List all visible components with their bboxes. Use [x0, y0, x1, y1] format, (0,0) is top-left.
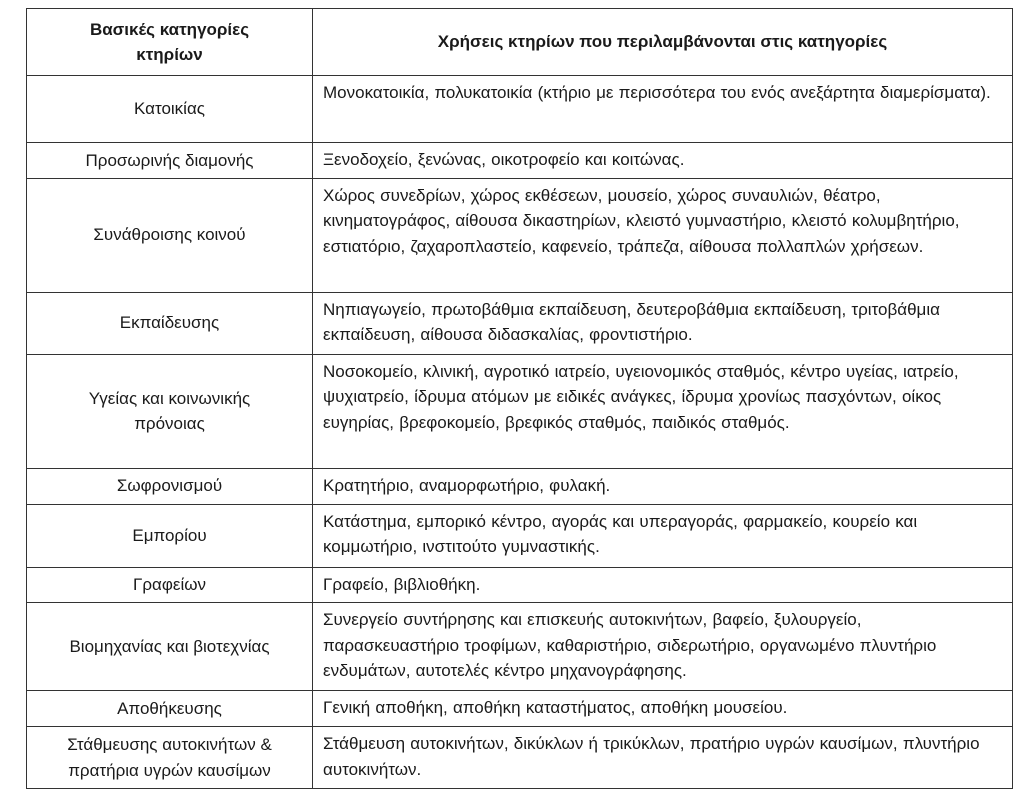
uses-cell: Κρατητήριο, αναμορφωτήριο, φυλακή.: [313, 468, 1013, 504]
uses-cell: Γραφείο, βιβλιοθήκη.: [313, 567, 1013, 603]
uses-cell: Ξενοδοχείο, ξενώνας, οικοτροφείο και κοιτώνας.: [313, 143, 1013, 179]
table-header-row: [27, 9, 1013, 76]
uses-cell: Στάθμευση αυτοκινήτων, δικύκλων ή τρικύκλων, πρατήριο υγρών καυσίμων, πλυντήριο αυτοκινήτων.: [313, 727, 1013, 789]
table-row: [27, 178, 1013, 292]
table-row: [27, 691, 1013, 727]
building-categories-table: [26, 8, 1013, 789]
table-row: [27, 567, 1013, 603]
category-cell: Υγείας και κοινωνικής πρόνοιας: [27, 354, 313, 468]
category-cell: Προσωρινής διαμονής: [27, 143, 313, 179]
category-cell: Αποθήκευσης: [27, 691, 313, 727]
category-cell: Σωφρονισμού: [27, 468, 313, 504]
header-categories: Βασικές κατηγορίες κτηρίων: [27, 9, 313, 76]
table-row: [27, 504, 1013, 567]
table-row: [27, 727, 1013, 789]
category-cell: Βιομηχανίας και βιοτεχνίας: [27, 603, 313, 691]
building-categories-document: [26, 8, 1012, 789]
uses-cell: Νηπιαγωγείο, πρωτοβάθμια εκπαίδευση, δευτεροβάθμια εκπαίδευση, τριτοβάθμια εκπαίδευση, αίθουσα διδασκαλίας, φροντιστήριο.: [313, 292, 1013, 354]
category-cell: Εμπορίου: [27, 504, 313, 567]
category-cell: Κατοικίας: [27, 76, 313, 143]
category-cell: Στάθμευσης αυτοκινήτων & πρατήρια υγρών καυσίμων: [27, 727, 313, 789]
category-cell: Εκπαίδευσης: [27, 292, 313, 354]
table-row: [27, 354, 1013, 468]
header-uses: Χρήσεις κτηρίων που περιλαμβάνονται στις κατηγορίες: [313, 9, 1013, 76]
category-cell: Γραφείων: [27, 567, 313, 603]
category-cell: Συνάθροισης κοινού: [27, 178, 313, 292]
uses-cell: Μονοκατοικία, πολυκατοικία (κτήριο με περισσότερα του ενός ανεξάρτητα διαμερίσματα).: [313, 76, 1013, 143]
table-row: [27, 603, 1013, 691]
uses-cell: Χώρος συνεδρίων, χώρος εκθέσεων, μουσείο, χώρος συναυλιών, θέατρο, κινηματογράφος, αίθουσα δικαστηρίων, κλειστό γυμναστήριο, κλειστό κολυμβητήριο, εστιατόριο, ζαχαροπλαστείο, καφενείο, τράπεζα, αίθουσα πολλαπλών χρήσεων.: [313, 178, 1013, 292]
uses-cell: Συνεργείο συντήρησης και επισκευής αυτοκινήτων, βαφείο, ξυλουργείο, παρασκευαστήριο τροφίμων, καθαριστήριο, σιδερωτήριο, οργανωμένο πλυντήριο ενδυμάτων, αυτοτελές κέντρο μηχανογράφησης.: [313, 603, 1013, 691]
table-row: [27, 468, 1013, 504]
table-row: [27, 143, 1013, 179]
uses-cell: Κατάστημα, εμπορικό κέντρο, αγοράς και υπεραγοράς, φαρμακείο, κουρείο και κομμωτήριο, ινστιτούτο γυμναστικής.: [313, 504, 1013, 567]
table-row: [27, 292, 1013, 354]
uses-cell: Νοσοκομείο, κλινική, αγροτικό ιατρείο, υγειονομικός σταθμός, κέντρο υγείας, ιατρείο, ψυχιατρείο, ίδρυμα ατόμων με ειδικές ανάγκες, ίδρυμα χρονίως πασχόντων, οίκος ευγηρίας, βρεφοκομείο, βρεφικός σταθμός, παιδικός σταθμός.: [313, 354, 1013, 468]
table-row: [27, 76, 1013, 143]
uses-cell: Γενική αποθήκη, αποθήκη καταστήματος, αποθήκη μουσείου.: [313, 691, 1013, 727]
